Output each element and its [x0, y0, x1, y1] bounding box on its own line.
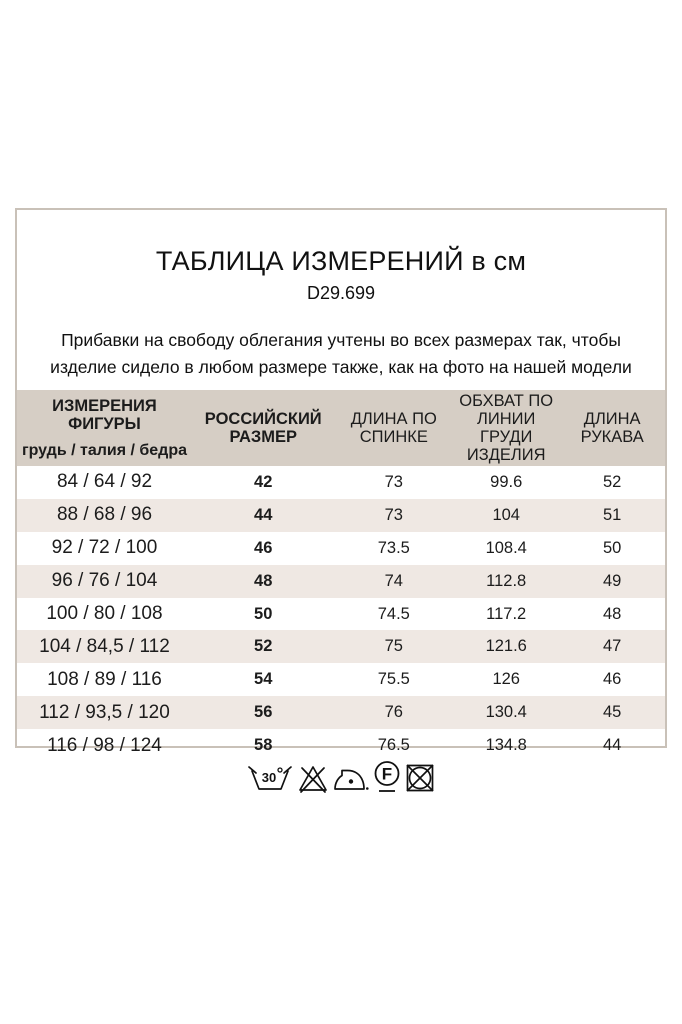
cell-chest: 134.8: [485, 736, 527, 755]
table-row: [17, 630, 665, 663]
page-title: ТАБЛИЦА ИЗМЕРЕНИЙ в см: [155, 246, 527, 276]
measurements-table: [17, 390, 665, 762]
cell-back-length: 74: [335, 565, 454, 598]
table-body: [17, 466, 665, 762]
dry-clean-letter: F: [381, 764, 393, 784]
cell-size: 46: [254, 538, 273, 557]
table-header-row: [17, 390, 665, 466]
cell-sleeve: 51: [559, 499, 665, 532]
fit-note-line-1: Прибавки на свободу облегания учтены во всех размерах так, чтобы: [61, 330, 621, 350]
fit-note: [17, 327, 665, 381]
cell-back-length: 73: [384, 472, 403, 491]
dry-clean-gentle-F-icon: [374, 760, 400, 793]
cell-figure: 96 / 76 / 104: [17, 565, 192, 598]
cell-figure: 112 / 93,5 / 120: [17, 696, 192, 729]
cell-figure: 88 / 68 / 96: [17, 499, 192, 532]
do-not-tumble-dry-icon: [405, 763, 435, 793]
cell-size: 48: [192, 565, 335, 598]
cell-figure: 116 / 98 / 124: [47, 734, 162, 756]
table-row: [17, 532, 665, 565]
cell-size: 54: [254, 670, 273, 689]
cell-chest: 126: [492, 670, 520, 689]
table-row: [17, 696, 665, 729]
cell-sleeve: 50: [602, 538, 622, 557]
cell-size: 52: [192, 630, 335, 663]
cell-chest: 121.6: [453, 630, 559, 663]
do-not-bleach-icon: [298, 761, 328, 793]
care-symbols-row: [0, 760, 682, 793]
cell-chest: 104: [453, 499, 559, 532]
cell-chest: 117.2: [486, 604, 527, 623]
cell-size: 58: [254, 736, 273, 755]
fit-note-line-2: изделие сидело в любом размере также, как на фото на нашей модели: [50, 357, 632, 377]
table-row: [17, 663, 665, 696]
cell-figure: 108 / 89 / 116: [47, 668, 162, 690]
table-row: [17, 466, 665, 499]
iron-low-heat-icon: [333, 763, 369, 793]
cell-figure: 92 / 72 / 100: [51, 537, 158, 559]
column-header-sleeve-length: ДЛИНА РУКАВА: [559, 390, 665, 466]
column-header-chest-girth: ОБХВАТ ПО ЛИНИИ ГРУДИ ИЗДЕЛИЯ: [453, 390, 559, 466]
table-row: [17, 565, 665, 598]
cell-figure: 84 / 64 / 92: [56, 471, 153, 493]
cell-back-length: 74.5: [377, 604, 410, 623]
table-row: [17, 499, 665, 532]
wash-30-icon: [247, 761, 293, 793]
article-number: D29.699: [306, 283, 376, 303]
size-chart-sheet: [15, 208, 667, 756]
cell-size: 50: [254, 604, 273, 623]
cell-sleeve: 52: [602, 472, 622, 491]
cell-back-length: 73.5: [377, 538, 410, 557]
cell-size: 42: [254, 472, 273, 491]
table-row: [17, 598, 665, 631]
cell-sleeve: 48: [602, 604, 622, 623]
cell-chest: 108.4: [485, 538, 527, 557]
cell-size: 56: [192, 696, 335, 729]
table-header: [17, 390, 665, 466]
column-header-figure-subtitle: грудь / талия / бедра: [21, 441, 188, 459]
cell-sleeve: 45: [559, 696, 665, 729]
cell-back-length: 76.5: [377, 736, 410, 755]
column-header-back-length: ДЛИНА ПО СПИНКЕ: [335, 390, 454, 466]
column-header-figure: [17, 390, 192, 466]
cell-sleeve: 46: [602, 670, 622, 689]
cell-back-length: 73: [335, 499, 454, 532]
wash-temperature-label: 30: [261, 770, 277, 785]
table-row: [17, 729, 665, 762]
cell-sleeve: 47: [559, 630, 665, 663]
cell-figure: 104 / 84,5 / 112: [17, 630, 192, 663]
cell-back-length: 75.5: [377, 670, 410, 689]
cell-chest: 130.4: [453, 696, 559, 729]
cell-sleeve: 44: [602, 736, 622, 755]
cell-chest: 112.8: [453, 565, 559, 598]
column-header-figure-title: ИЗМЕРЕНИЯ ФИГУРЫ: [52, 396, 157, 433]
cell-back-length: 76: [335, 696, 454, 729]
cell-back-length: 75: [335, 630, 454, 663]
cell-figure: 100 / 80 / 108: [46, 603, 163, 624]
cell-size: 44: [192, 499, 335, 532]
cell-sleeve: 49: [559, 565, 665, 598]
column-header-russian-size: РОССИЙСКИЙ РАЗМЕР: [192, 390, 335, 466]
cell-chest: 99.6: [490, 472, 523, 491]
